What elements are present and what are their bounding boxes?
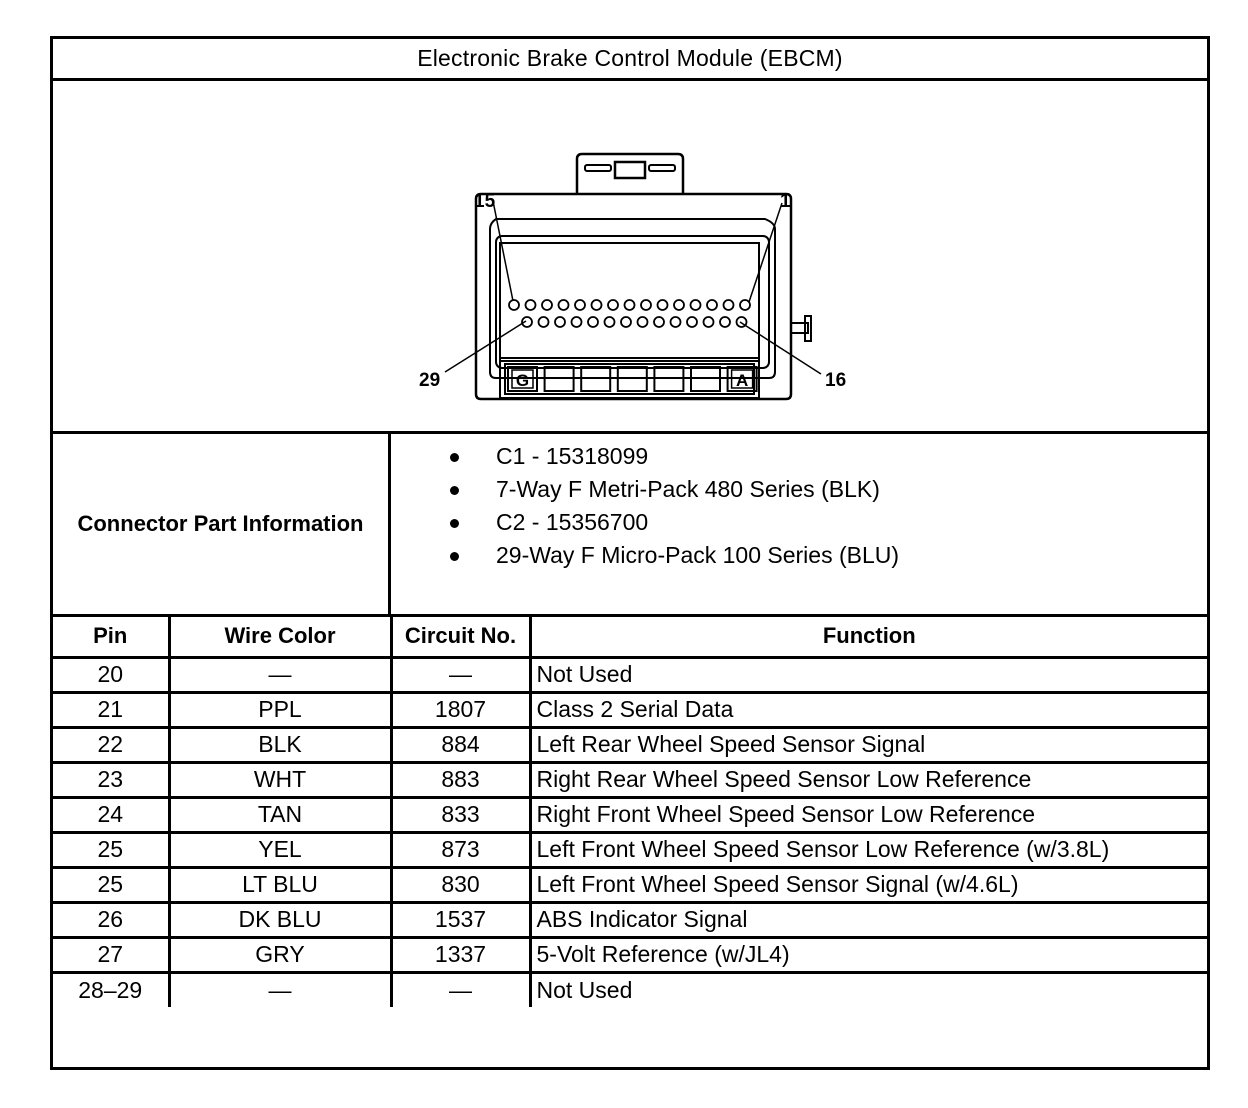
cell-pin: 26: [53, 902, 169, 937]
header-function: Function: [530, 617, 1207, 657]
cell-function: Right Front Wheel Speed Sensor Low Reference: [530, 797, 1207, 832]
leader-line-1: [749, 203, 782, 302]
part-info-item: C2 - 15356700: [438, 506, 899, 539]
pin-hole: [658, 300, 668, 310]
pin-hole: [559, 300, 569, 310]
cell-pin: 22: [53, 727, 169, 762]
pin-hole: [720, 317, 730, 327]
pin-hole: [608, 300, 618, 310]
cell-function: ABS Indicator Signal: [530, 902, 1207, 937]
table-row: [53, 867, 1207, 902]
cell-function: Left Rear Wheel Speed Sensor Signal: [530, 727, 1207, 762]
table-row: [53, 902, 1207, 937]
pin-hole: [575, 300, 585, 310]
cell-circuit-no: —: [391, 972, 530, 1007]
pin-hole: [704, 317, 714, 327]
connector-part-information: [53, 434, 1207, 617]
table-row: [53, 832, 1207, 867]
pin-hole: [542, 300, 552, 310]
cell-circuit-no: 883: [391, 762, 530, 797]
bullet-icon: [450, 519, 459, 528]
table-row: [53, 972, 1207, 1007]
cell-wire-color: YEL: [169, 832, 391, 867]
cell-pin: 23: [53, 762, 169, 797]
bullet-icon: [450, 453, 459, 462]
pin-label-15: 15: [474, 191, 496, 212]
connector-diagram: [53, 81, 1207, 434]
cell-circuit-no: —: [391, 657, 530, 692]
cell-function: Not Used: [530, 657, 1207, 692]
connector-drawing: [53, 81, 1207, 431]
connector-end-view-chart: [50, 36, 1210, 1070]
cell-pin: 24: [53, 797, 169, 832]
bullet-icon: [450, 486, 459, 495]
pin-hole: [509, 300, 519, 310]
cavity-label-a: A: [735, 371, 749, 390]
pin-hole: [592, 300, 602, 310]
pin-hole: [674, 300, 684, 310]
table-row: [53, 727, 1207, 762]
header-wire-color: Wire Color: [169, 617, 391, 657]
cell-circuit-no: 873: [391, 832, 530, 867]
pin-hole: [555, 317, 565, 327]
cell-function: Not Used: [530, 972, 1207, 1007]
pin-hole: [707, 300, 717, 310]
cell-pin: 21: [53, 692, 169, 727]
cell-function: Left Front Wheel Speed Sensor Signal (w/4.6L): [530, 867, 1207, 902]
cell-pin: 25: [53, 832, 169, 867]
pin-hole: [572, 317, 582, 327]
cell-circuit-no: 833: [391, 797, 530, 832]
pin-hole: [621, 317, 631, 327]
part-info-label: Connector Part Information: [53, 434, 391, 614]
part-info-list: [438, 440, 899, 572]
pin-hole: [605, 317, 615, 327]
cell-wire-color: —: [169, 972, 391, 1007]
cell-circuit-no: 1337: [391, 937, 530, 972]
pin-hole: [671, 317, 681, 327]
pin-hole: [526, 300, 536, 310]
bullet-icon: [450, 552, 459, 561]
pin-label-1: 1: [780, 191, 791, 212]
pin-table: [53, 617, 1207, 1007]
cell-wire-color: DK BLU: [169, 902, 391, 937]
cell-function: Left Front Wheel Speed Sensor Low Reference (w/3.8L): [530, 832, 1207, 867]
pin-hole: [654, 317, 664, 327]
header-pin: Pin: [53, 617, 169, 657]
cell-function: Class 2 Serial Data: [530, 692, 1207, 727]
cell-circuit-no: 1537: [391, 902, 530, 937]
header-circuit-no: Circuit No.: [391, 617, 530, 657]
pin-hole: [691, 300, 701, 310]
page-title: Electronic Brake Control Module (EBCM): [53, 39, 1207, 81]
cell-wire-color: LT BLU: [169, 867, 391, 902]
table-row: [53, 657, 1207, 692]
cavity-label-g: G: [515, 371, 530, 390]
cell-circuit-no: 1807: [391, 692, 530, 727]
cell-wire-color: WHT: [169, 762, 391, 797]
cell-circuit-no: 884: [391, 727, 530, 762]
latch-window: [615, 162, 645, 178]
cell-wire-color: —: [169, 657, 391, 692]
latch-tab-left: [585, 165, 611, 171]
cell-function: 5-Volt Reference (w/JL4): [530, 937, 1207, 972]
cell-pin: 25: [53, 867, 169, 902]
cell-pin: 20: [53, 657, 169, 692]
cell-pin: 27: [53, 937, 169, 972]
table-row: [53, 797, 1207, 832]
table-row: [53, 937, 1207, 972]
part-info-item: 29-Way F Micro-Pack 100 Series (BLU): [438, 539, 899, 572]
pin-label-29: 29: [419, 370, 441, 391]
pin-hole: [539, 317, 549, 327]
connector-latch: [577, 154, 683, 194]
pin-hole: [687, 317, 697, 327]
pin-hole: [625, 300, 635, 310]
cell-wire-color: PPL: [169, 692, 391, 727]
cell-pin: 28–29: [53, 972, 169, 1007]
table-header-row: [53, 617, 1207, 657]
pin-hole: [588, 317, 598, 327]
part-info-item: 7-Way F Metri-Pack 480 Series (BLK): [438, 473, 899, 506]
cell-wire-color: GRY: [169, 937, 391, 972]
pin-label-16: 16: [825, 370, 847, 391]
pin-hole: [724, 300, 734, 310]
cell-wire-color: TAN: [169, 797, 391, 832]
cell-wire-color: BLK: [169, 727, 391, 762]
cell-function: Right Rear Wheel Speed Sensor Low Reference: [530, 762, 1207, 797]
table-row: [53, 762, 1207, 797]
table-row: [53, 692, 1207, 727]
pin-field-inner: [500, 243, 759, 361]
pin-hole: [638, 317, 648, 327]
part-info-item: C1 - 15318099: [438, 440, 899, 473]
latch-tab-right: [649, 165, 675, 171]
pin-hole: [641, 300, 651, 310]
cell-circuit-no: 830: [391, 867, 530, 902]
